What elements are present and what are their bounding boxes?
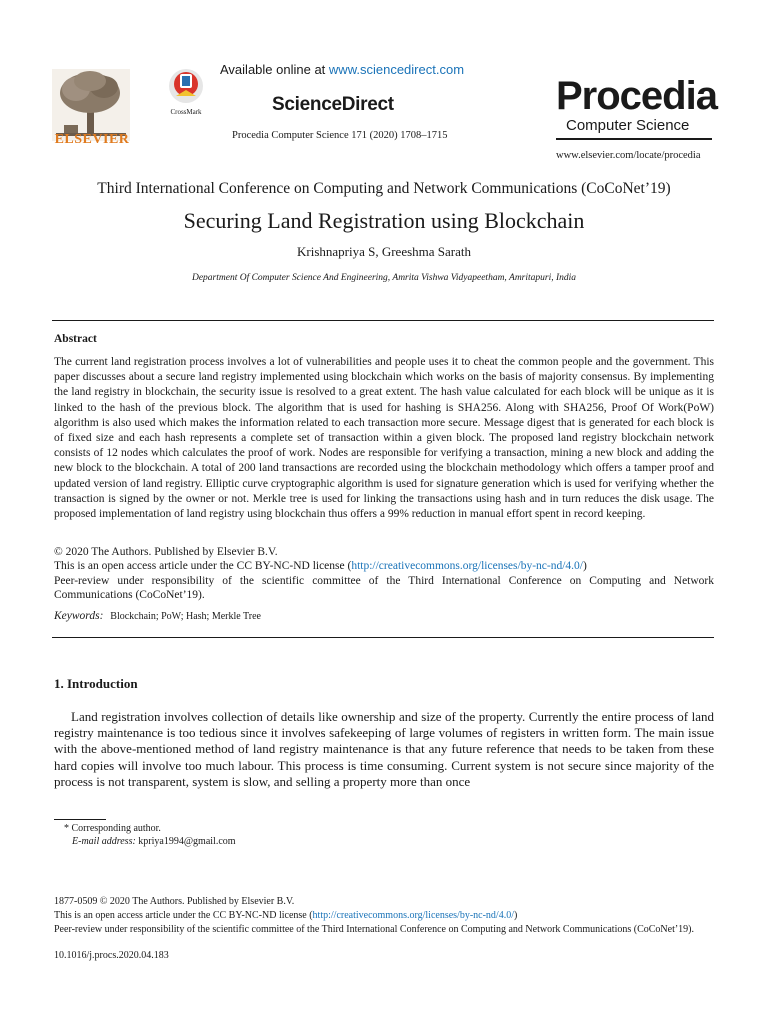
footer-license-suffix: ) xyxy=(513,910,518,921)
corresponding-text: Corresponding author. xyxy=(71,823,161,834)
keywords-values: Blockchain; PoW; Hash; Merkle Tree xyxy=(110,611,261,622)
elsevier-wordmark: ELSEVIER xyxy=(54,132,130,147)
procedia-subtitle: Computer Science xyxy=(566,117,690,134)
doi[interactable]: 10.1016/j.procs.2020.04.183 xyxy=(54,950,169,961)
email-line xyxy=(72,836,236,847)
license-suffix: ) xyxy=(582,560,587,573)
divider-top xyxy=(52,320,714,321)
footer-license-link[interactable]: http://creativecommons.org/licenses/by-nc-nd/4.0/ xyxy=(312,910,514,921)
footer-license-prefix: This is an open access article under the CC BY-NC-ND license ( xyxy=(54,910,313,921)
keywords xyxy=(54,610,261,622)
issn-line: 1877-0509 © 2020 The Authors. Published by Elsevier B.V. xyxy=(54,896,295,907)
procedia-logo: Procedia xyxy=(556,74,717,118)
abstract-heading: Abstract xyxy=(54,333,97,345)
conference-name: Third International Conference on Computing and Network Communications (CoCoNet’19) xyxy=(97,180,671,197)
footer-license xyxy=(54,910,517,921)
introduction-heading: 1. Introduction xyxy=(54,676,138,691)
journal-url[interactable]: www.elsevier.com/locate/procedia xyxy=(556,150,701,161)
corresponding-author xyxy=(64,823,161,834)
footnote-marker: * xyxy=(64,823,69,834)
peer-review-line: Peer-review under responsibility of the scientific committee of the Third International Conference on Computing and Network Communications (CoCoNet’19). xyxy=(54,574,714,602)
sciencedirect-link[interactable]: www.sciencedirect.com xyxy=(328,62,465,77)
copyright-line: © 2020 The Authors. Published by Elsevier B.V. xyxy=(54,546,278,558)
email-label: E-mail address: xyxy=(72,836,136,847)
procedia-rule xyxy=(556,138,712,140)
keywords-label: Keywords: xyxy=(54,610,104,622)
email-address[interactable]: kpriya1994@gmail.com xyxy=(138,836,236,847)
authors: Krishnapriya S, Greeshma Sarath xyxy=(296,244,471,259)
footer-peer-review: Peer-review under responsibility of the scientific committee of the Third International Conference on Computing and Network Communications (CoCoNet’19). xyxy=(54,924,695,935)
crossmark-label: CrossMark xyxy=(170,108,202,116)
license-prefix: This is an open access article under the CC BY-NC-ND license ( xyxy=(54,560,352,573)
license-block xyxy=(54,545,714,603)
divider-bottom xyxy=(52,637,714,638)
crossmark-icon[interactable] xyxy=(168,68,204,104)
license-line xyxy=(54,559,714,573)
footnote-rule xyxy=(54,819,106,820)
affiliation: Department Of Computer Science And Engineering, Amrita Vishwa Vidyapeetham, Amritapuri, India xyxy=(191,273,577,283)
abstract-text: The current land registration process involves a lot of vulnerabilities and people uses it to cheat the common people and the government. This paper discusses about a secure land registry implemented using blockchain which works on the basis of majority consensus. By implementing the land registry in blockchain, the security issue is resolved to a great extent. The hash value calculated for each block will be unique as it is linked to the hash of the previous block. The algorithm that is used for hashing is SHA256. Along with SHA256, Proof Of Work(PoW) algorithm is also used which makes the information related to each transaction more secure. Message digest that is generated for each block is of fixed size and each hash represents a complete set of transaction within a given block. The proposed land registry blockchain network consists of 12 nodes which calculates the proof of work. Nodes are responsible for verifying a transaction, mining a new block and adding the new block to the blockchain. A total of 200 land transactions are recorded using the blockchain methodology which offers a tamper proof and updated version of land registry. Elliptic curve cryptographic algorithm is used for signature generation which is used for verifying whether the transaction is signed by the owner or not. Merkle tree is used for linking the transactions using hash and in turn reduces the disk usage. The proposed implementation of land registry using blockchain thus offers a 99% reduction in manual effort spent in record keeping. xyxy=(54,356,714,521)
introduction-text: Land registration involves collection of details like ownership and size of the property. Currently the entire process of land registry maintenance is too tedious since it involves safekeeping of large volumes of registers in written form. The main issue with the above-mentioned method of land registry maintenance is that any future reference that needs to be taken from these hard copies will involve too much labour. This process is time consuming. Current system is not secure since majority of the process is not transparent, system is slow, and selling a property more than once xyxy=(54,709,714,789)
journal-reference: Procedia Computer Science 171 (2020) 1708–1715 xyxy=(232,130,448,141)
license-link[interactable]: http://creativecommons.org/licenses/by-nc-nd/4.0/ xyxy=(351,560,583,573)
available-prefix: Available online at xyxy=(220,62,326,77)
available-online xyxy=(220,62,480,77)
paper-title: Securing Land Registration using Blockchain xyxy=(183,208,585,233)
sciencedirect-title: ScienceDirect xyxy=(272,94,394,115)
